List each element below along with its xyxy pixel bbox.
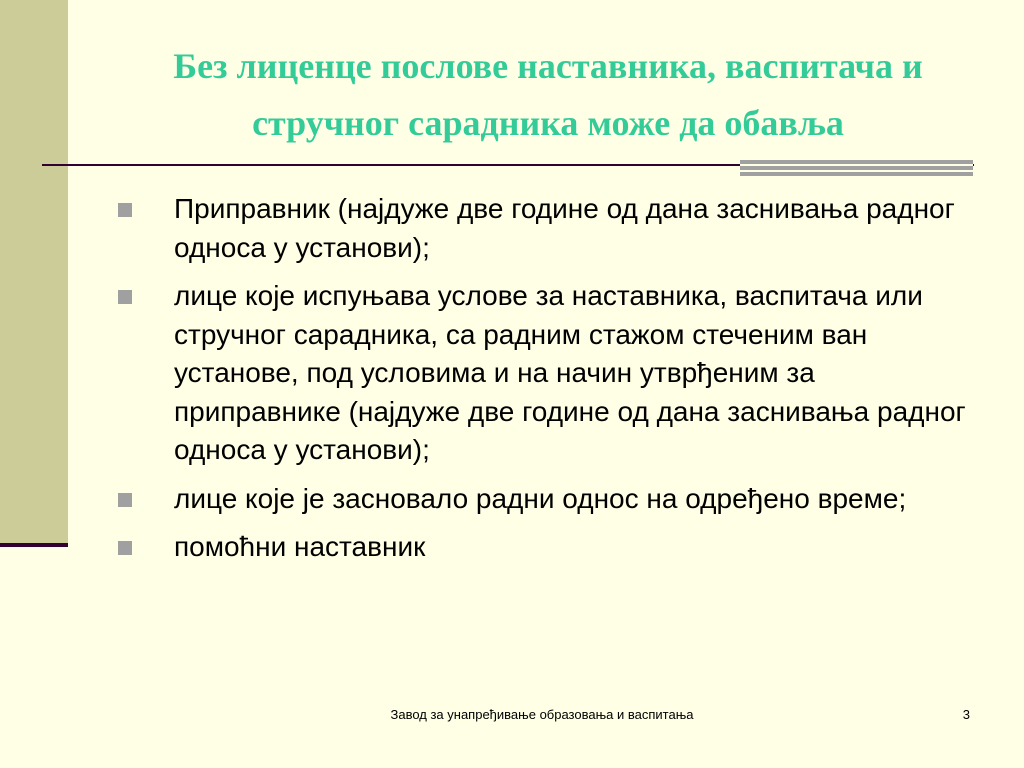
list-item — [112, 190, 982, 267]
square-bullet-icon — [118, 290, 132, 304]
square-bullet-icon — [118, 203, 132, 217]
list-item — [112, 528, 982, 567]
title-divider-accent — [740, 160, 973, 178]
bullet-text: лице које испуњава услове за наставника, васпитача или стручног сарадника, са радним стажом стеченим ван установе, под условима и на начин утврђеним за приправнике (најдуже две године од дана заснивања радног односа у установи); — [174, 280, 966, 465]
page-number: 3 — [962, 707, 970, 722]
bullet-list — [112, 190, 982, 577]
square-bullet-icon — [118, 493, 132, 507]
footer-text: Завод за унапређивање образовања и васпитања — [390, 707, 694, 722]
title-line-2: стручног сарадника може да обавља — [252, 103, 844, 143]
square-bullet-icon — [118, 541, 132, 555]
left-band-rule — [0, 543, 68, 547]
bullet-text: помоћни наставник — [174, 531, 426, 562]
list-item — [112, 277, 982, 470]
bullet-text: Приправник (најдуже две године од дана заснивања радног односа у установи); — [174, 193, 955, 263]
bullet-text: лице које је засновало радни однос на одређено време; — [174, 482, 907, 514]
title-line-1: Без лиценце послове наставника, васпитача и — [173, 46, 923, 86]
list-item — [112, 480, 982, 519]
slide-title — [80, 38, 1016, 152]
left-decorative-band — [0, 0, 68, 545]
